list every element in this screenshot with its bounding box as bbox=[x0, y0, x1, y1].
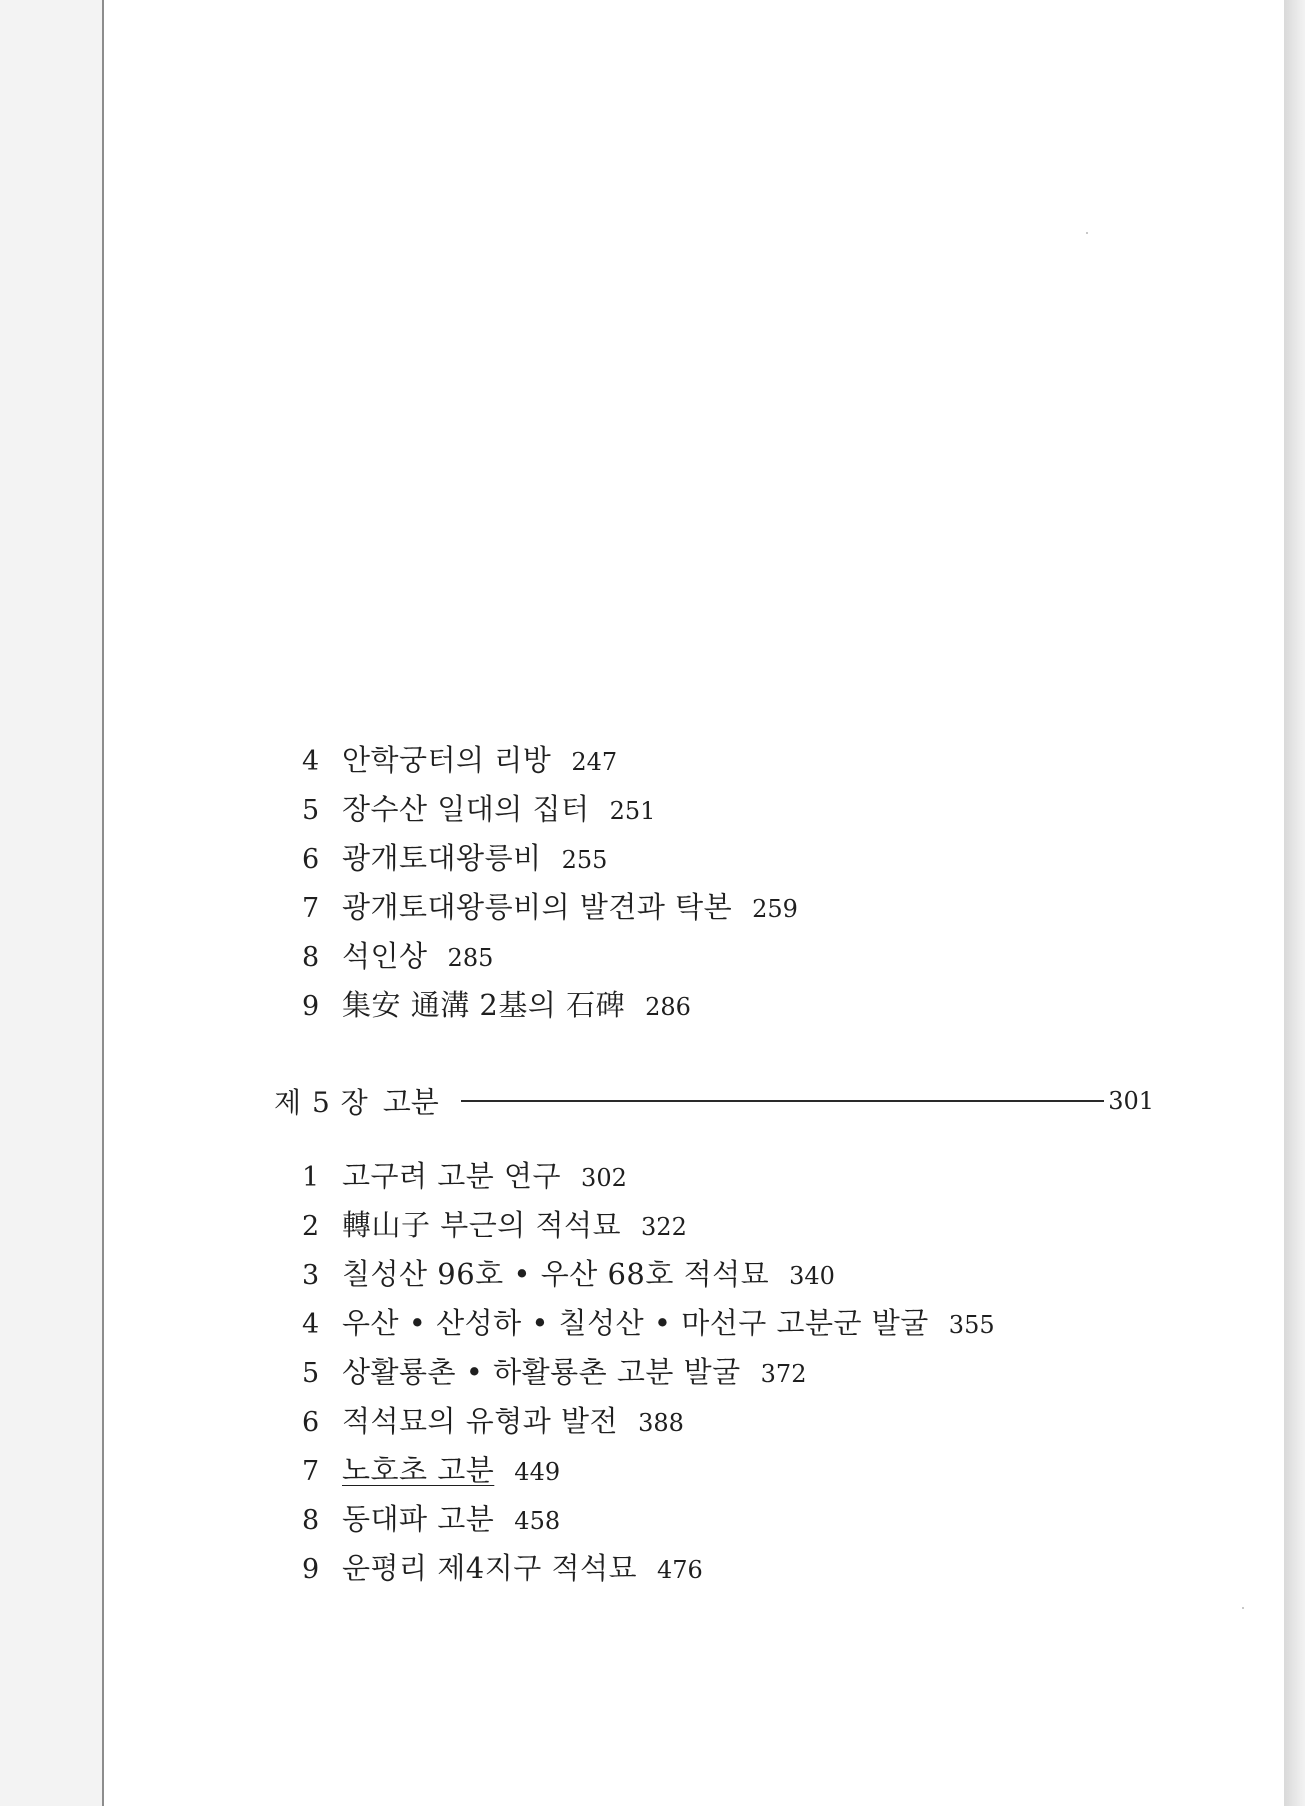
toc-entry bbox=[302, 1252, 835, 1293]
toc-entry-number: 8 bbox=[302, 942, 320, 973]
page-edge-shadow bbox=[1284, 0, 1305, 1806]
toc-entry bbox=[302, 934, 493, 975]
chapter-title: 고분 bbox=[382, 1085, 439, 1119]
chapter-page-number: 301 bbox=[1108, 1086, 1154, 1115]
toc-entry bbox=[302, 1399, 684, 1440]
toc-entry-page: 302 bbox=[581, 1164, 627, 1192]
toc-entry-number: 6 bbox=[302, 1407, 320, 1438]
toc-entry-number: 5 bbox=[302, 795, 320, 826]
toc-entry-title: 석인상 bbox=[342, 939, 428, 973]
toc-entry-page: 388 bbox=[638, 1409, 684, 1437]
toc-entry-page: 355 bbox=[948, 1311, 995, 1339]
toc-entry-page: 458 bbox=[514, 1507, 561, 1535]
toc-entry-number: 4 bbox=[302, 1309, 320, 1340]
toc-entry bbox=[302, 983, 691, 1024]
book-page bbox=[102, 0, 1284, 1806]
toc-entry-page: 285 bbox=[447, 944, 494, 972]
toc-entry-number: 3 bbox=[302, 1260, 320, 1291]
table-of-contents bbox=[104, 0, 1284, 1806]
toc-entry bbox=[302, 1154, 627, 1195]
chapter-leader-line bbox=[461, 1100, 1104, 1102]
toc-entry-page: 449 bbox=[514, 1458, 561, 1486]
toc-entry-page: 372 bbox=[760, 1360, 807, 1388]
toc-entry-title: 광개토대왕릉비의 발견과 탁본 bbox=[342, 890, 733, 924]
toc-entry-number: 7 bbox=[302, 1456, 320, 1487]
toc-entry-title: 적석묘의 유형과 발전 bbox=[342, 1404, 619, 1438]
toc-entry-number: 8 bbox=[302, 1505, 320, 1536]
toc-entry-page: 255 bbox=[561, 846, 608, 874]
toc-entry bbox=[302, 1350, 806, 1391]
toc-entry-page: 259 bbox=[752, 895, 798, 923]
toc-entry-page: 247 bbox=[571, 748, 618, 776]
toc-entry-number: 2 bbox=[302, 1211, 320, 1242]
toc-entry-title: 동대파 고분 bbox=[342, 1502, 495, 1536]
toc-entry-number: 7 bbox=[302, 893, 320, 924]
toc-entry-title: 상활룡촌 • 하활룡촌 고분 발굴 bbox=[342, 1355, 741, 1389]
toc-entry-page: 286 bbox=[645, 993, 691, 1021]
chapter-heading bbox=[274, 1080, 1154, 1121]
toc-entry-number: 5 bbox=[302, 1358, 320, 1389]
toc-entry-title: 칠성산 96호 • 우산 68호 적석묘 bbox=[342, 1257, 770, 1291]
toc-entry bbox=[302, 787, 655, 828]
toc-entry bbox=[302, 885, 798, 926]
toc-entry-number: 4 bbox=[302, 746, 320, 777]
toc-entry-title: 노호초 고분 bbox=[342, 1453, 495, 1487]
toc-entry bbox=[302, 836, 607, 877]
toc-entry-title: 광개토대왕릉비 bbox=[342, 841, 542, 875]
toc-entry-page: 340 bbox=[789, 1262, 835, 1290]
toc-entry-title: 轉山子 부근의 적석묘 bbox=[342, 1208, 622, 1242]
toc-entry-title: 운평리 제4지구 적석묘 bbox=[342, 1551, 638, 1585]
chapter-number: 제 5 장 bbox=[274, 1085, 369, 1119]
toc-entry-number: 6 bbox=[302, 844, 320, 875]
toc-entry bbox=[302, 738, 617, 779]
toc-entry bbox=[302, 1448, 560, 1489]
toc-entry-title: 장수산 일대의 집터 bbox=[342, 792, 590, 826]
toc-entry-number: 9 bbox=[302, 1554, 320, 1585]
toc-entry-title: 고구려 고분 연구 bbox=[342, 1159, 562, 1193]
toc-entry-title: 우산 • 산성하 • 칠성산 • 마선구 고분군 발굴 bbox=[342, 1306, 929, 1340]
toc-entry-title: 集安 通溝 2基의 石碑 bbox=[342, 988, 626, 1022]
toc-entry bbox=[302, 1497, 560, 1538]
toc-entry-page: 476 bbox=[657, 1556, 703, 1584]
toc-entry-page: 251 bbox=[609, 797, 656, 825]
toc-entry bbox=[302, 1301, 995, 1342]
toc-entry bbox=[302, 1546, 703, 1587]
toc-entry bbox=[302, 1203, 687, 1244]
toc-entry-number: 1 bbox=[302, 1162, 320, 1193]
toc-entry-page: 322 bbox=[641, 1213, 687, 1241]
toc-entry-number: 9 bbox=[302, 991, 320, 1022]
toc-entry-title: 안학궁터의 리방 bbox=[342, 743, 552, 777]
